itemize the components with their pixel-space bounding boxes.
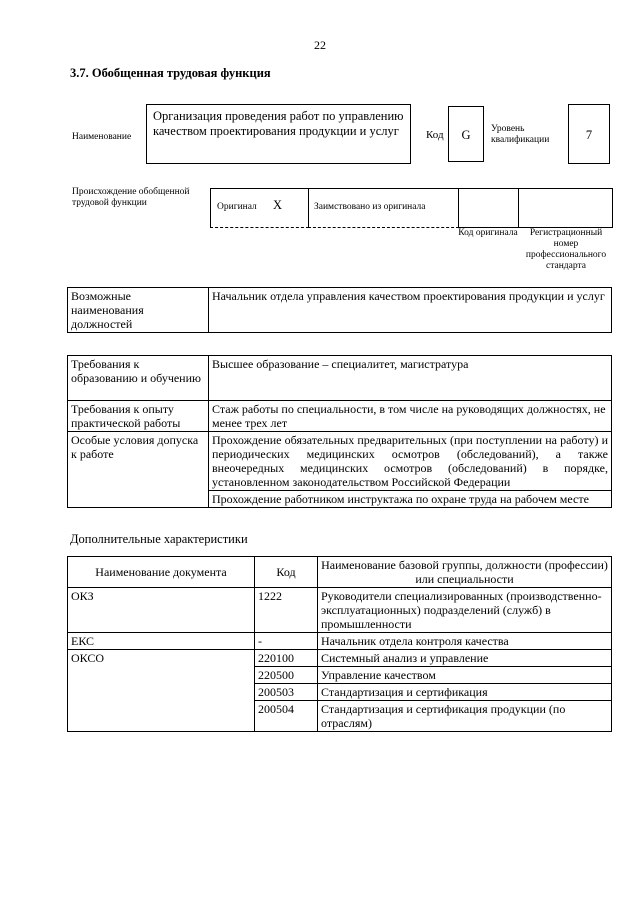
additional-table xyxy=(67,556,612,732)
reg-num-cell xyxy=(518,188,613,228)
table-row xyxy=(68,650,612,667)
row-name: Управление качеством xyxy=(318,667,612,684)
row-code: 200503 xyxy=(255,684,318,701)
req-experience-value: Стаж работы по специальности, в том числе на руководящих должностях, не менее трех лет xyxy=(209,401,612,432)
row-name: Начальник отдела контроля качества xyxy=(318,633,612,650)
row-code: 1222 xyxy=(255,588,318,633)
header-name: Наименование базовой группы, должности (профессии) или специальности xyxy=(318,557,612,588)
req-special-label: Особые условия допуска к работе xyxy=(68,432,209,508)
table-row xyxy=(68,633,612,650)
req-special-value-2: Прохождение работником инструктажа по охране труда на рабочем месте xyxy=(209,491,612,508)
row-name: Руководители специализированных (производственно-эксплуатационных) подразделений (служб) в промышленности xyxy=(318,588,612,633)
code-label: Код xyxy=(426,129,444,141)
name-label: Наименование xyxy=(72,132,132,142)
header-code: Код xyxy=(255,557,318,588)
section-heading: 3.7. Обобщенная трудовая функция xyxy=(70,66,271,80)
req-special-value-1: Прохождение обязательных предварительных (при поступлении на работу) и периодических медицинских осмотров (обследований), а также внеочередных медицинских осмотров (обследований) в порядке, установленном законодательством Российской Федерации xyxy=(209,432,612,491)
origin-label: Происхождение обобщенной трудовой функции xyxy=(72,187,190,208)
function-name-value: Организация проведения работ по управлению качеством проектирования продукции и услуг xyxy=(153,109,404,138)
row-name: Стандартизация и сертификация продукции (по отраслям) xyxy=(318,701,612,732)
req-education-label: Требования к образованию и обучению xyxy=(68,356,209,401)
original-label: Оригинал xyxy=(217,202,257,212)
row-code: 200504 xyxy=(255,701,318,732)
original-cell xyxy=(210,188,309,228)
req-experience-label: Требования к опыту практической работы xyxy=(68,401,209,432)
code-orig-caption: Код оригинала xyxy=(458,228,518,238)
positions-value: Начальник отдела управления качеством проектирования продукции и услуг xyxy=(209,288,612,333)
requirements-table xyxy=(67,355,612,508)
level-label: Уровень квалификации xyxy=(491,124,550,145)
row-name: Системный анализ и управление xyxy=(318,650,612,667)
row-code: 220100 xyxy=(255,650,318,667)
table-row xyxy=(68,588,612,633)
row-doc: ОКСО xyxy=(68,650,255,732)
row-code: - xyxy=(255,633,318,650)
code-value: G xyxy=(448,106,484,162)
code-orig-cell xyxy=(458,188,519,228)
borrowed-cell xyxy=(308,188,459,228)
borrowed-label: Заимствовано из оригинала xyxy=(314,202,426,212)
level-value: 7 xyxy=(568,104,610,164)
reg-num-caption: Регистрационный номер профессионального стандарта xyxy=(525,228,607,271)
row-doc: ОКЗ xyxy=(68,588,255,633)
positions-label: Возможные наименования должностей xyxy=(68,288,209,333)
additional-title: Дополнительные характеристики xyxy=(70,532,248,546)
row-doc: ЕКС xyxy=(68,633,255,650)
header-doc: Наименование документа xyxy=(68,557,255,588)
original-mark: X xyxy=(273,198,283,212)
row-code: 220500 xyxy=(255,667,318,684)
row-name: Стандартизация и сертификация xyxy=(318,684,612,701)
req-education-value: Высшее образование – специалитет, магистратура xyxy=(209,356,612,401)
positions-table xyxy=(67,287,612,333)
function-name-box xyxy=(146,104,411,164)
page-number: 22 xyxy=(314,38,326,52)
